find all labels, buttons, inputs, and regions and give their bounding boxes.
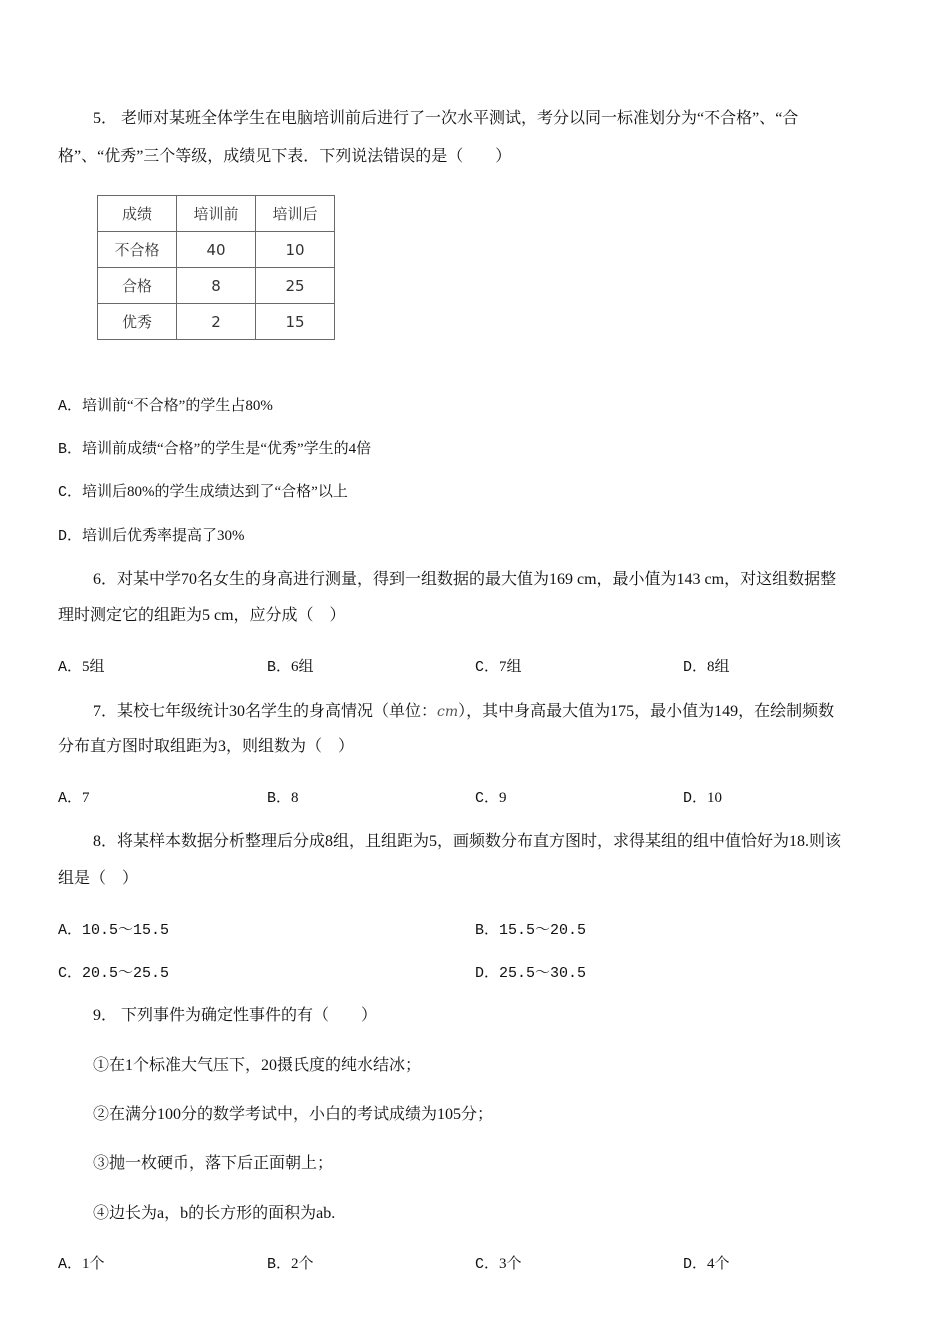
option-label: C． — [475, 790, 500, 807]
question-9-option-b[interactable] — [267, 1254, 314, 1275]
table-header-cell: 培训前 — [177, 196, 256, 232]
question-9-stem: 9． 下列事件为确定性事件的有（ ） — [93, 1007, 378, 1024]
option-label: C． — [475, 1256, 500, 1273]
question-9-option-c[interactable] — [475, 1254, 522, 1275]
table-header-row — [98, 196, 335, 232]
table-row — [98, 232, 335, 268]
option-text: 培训前“不合格”的学生占80% — [82, 398, 273, 414]
question-8-stem-line-1: 8．将某样本数据分析整理后分成8组，且组距为5，画频数分布直方图时，求得某组的组中值恰好为18.则该 — [93, 833, 842, 850]
option-text: 2个 — [291, 1256, 314, 1272]
question-8-option-a[interactable] — [58, 920, 169, 941]
option-label: A． — [58, 659, 83, 676]
question-6-option-a[interactable] — [58, 657, 105, 678]
option-text: 6组 — [291, 659, 314, 675]
question-5-stem-line-1: 5． 老师对某班全体学生在电脑培训前后进行了一次水平测试，考分以同一标准划分为“不合格”、“合 — [93, 110, 799, 127]
option-label: A． — [58, 790, 83, 807]
question-7-option-b[interactable] — [267, 788, 299, 809]
question-9-item-3: ③抛一枚硬币，落下后正面朝上； — [93, 1155, 334, 1172]
option-text: 培训前成绩“合格”的学生是“优秀”学生的4倍 — [82, 441, 372, 457]
option-label: A． — [58, 398, 83, 415]
option-label: B． — [267, 790, 292, 807]
option-text: 8 — [291, 790, 299, 806]
question-5-option-c[interactable] — [58, 482, 348, 503]
question-6-stem-line-1: 6．对某中学70名女生的身高进行测量，得到一组数据的最大值为169 cm，最小值为143 cm，对这组数据整 — [93, 571, 837, 588]
question-7-option-a[interactable] — [58, 788, 90, 809]
option-text: 1个 — [82, 1256, 105, 1272]
option-text: 20.5～25.5 — [82, 965, 170, 982]
question-6-option-d[interactable] — [683, 657, 730, 678]
option-text: 7 — [82, 790, 90, 806]
question-9-item-1: ①在1个标准大气压下，20摄氏度的纯水结冰； — [93, 1057, 422, 1074]
table-cell: 合格 — [98, 268, 177, 304]
table-row — [98, 304, 335, 340]
option-label: D． — [475, 965, 500, 982]
question-7-option-c[interactable] — [475, 788, 507, 809]
table-cell: 15 — [256, 304, 335, 340]
option-text: 培训后优秀率提高了30% — [82, 528, 245, 544]
question-8-stem-line-2: 组是（ ） — [58, 870, 139, 887]
question-6-stem-line-2: 理时测定它的组距为5 cm，应分成（ ） — [58, 607, 346, 624]
option-label: A． — [58, 1256, 83, 1273]
unit-cm: cm — [437, 704, 459, 720]
option-label: C． — [475, 659, 500, 676]
table-header-cell: 培训后 — [256, 196, 335, 232]
option-text: 10 — [707, 790, 723, 806]
option-label: D． — [683, 1256, 708, 1273]
option-text: 4个 — [707, 1256, 730, 1272]
question-8-option-c[interactable] — [58, 963, 169, 984]
option-text: 10.5～15.5 — [82, 922, 170, 939]
question-7-stem-pre: 7．某校七年级统计30名学生的身高情况（单位： — [93, 703, 438, 720]
option-text: 8组 — [707, 659, 730, 675]
option-label: B． — [475, 922, 500, 939]
question-5-stem-line-2: 格”、“优秀”三个等级，成绩见下表．下列说法错误的是（ ） — [58, 148, 512, 165]
option-label: D． — [58, 528, 83, 545]
question-9-option-a[interactable] — [58, 1254, 105, 1275]
question-7-option-d[interactable] — [683, 788, 722, 809]
question-7-stem-line-2: 分布直方图时取组距为3，则组数为（ ） — [58, 738, 355, 755]
table-cell: 10 — [256, 232, 335, 268]
option-text: 5组 — [82, 659, 105, 675]
question-5-option-a[interactable] — [58, 396, 273, 417]
table-cell: 优秀 — [98, 304, 177, 340]
table-cell: 8 — [177, 268, 256, 304]
option-text: 3个 — [499, 1256, 522, 1272]
option-label: D． — [683, 790, 708, 807]
table-row — [98, 268, 335, 304]
question-9-option-d[interactable] — [683, 1254, 730, 1275]
table-cell: 40 — [177, 232, 256, 268]
question-8-option-d[interactable] — [475, 963, 586, 984]
option-text: 培训后80%的学生成绩达到了“合格”以上 — [82, 484, 348, 500]
option-label: C． — [58, 484, 83, 501]
question-5-option-d[interactable] — [58, 526, 245, 547]
question-5-option-b[interactable] — [58, 439, 371, 460]
option-text: 7组 — [499, 659, 522, 675]
question-9-item-4: ④边长为a，b的长方形的面积为ab. — [93, 1205, 336, 1222]
table-header-cell: 成绩 — [98, 196, 177, 232]
question-9-item-2: ②在满分100分的数学考试中，小白的考试成绩为105分； — [93, 1106, 494, 1123]
option-label: D． — [683, 659, 708, 676]
option-label: A． — [58, 922, 83, 939]
table-cell: 2 — [177, 304, 256, 340]
option-label: B． — [267, 659, 292, 676]
option-text: 9 — [499, 790, 507, 806]
question-7-stem-post: ），其中身高最大值为175，最小值为149，在绘制频数 — [458, 703, 835, 720]
option-label: B． — [58, 441, 83, 458]
grade-table — [97, 195, 335, 340]
option-label: B． — [267, 1256, 292, 1273]
table-cell: 25 — [256, 268, 335, 304]
question-7-stem-line-1 — [93, 702, 834, 722]
question-6-option-c[interactable] — [475, 657, 522, 678]
option-label: C． — [58, 965, 83, 982]
table-cell: 不合格 — [98, 232, 177, 268]
option-text: 15.5～20.5 — [499, 922, 587, 939]
question-8-option-b[interactable] — [475, 920, 586, 941]
option-text: 25.5～30.5 — [499, 965, 587, 982]
question-6-option-b[interactable] — [267, 657, 314, 678]
